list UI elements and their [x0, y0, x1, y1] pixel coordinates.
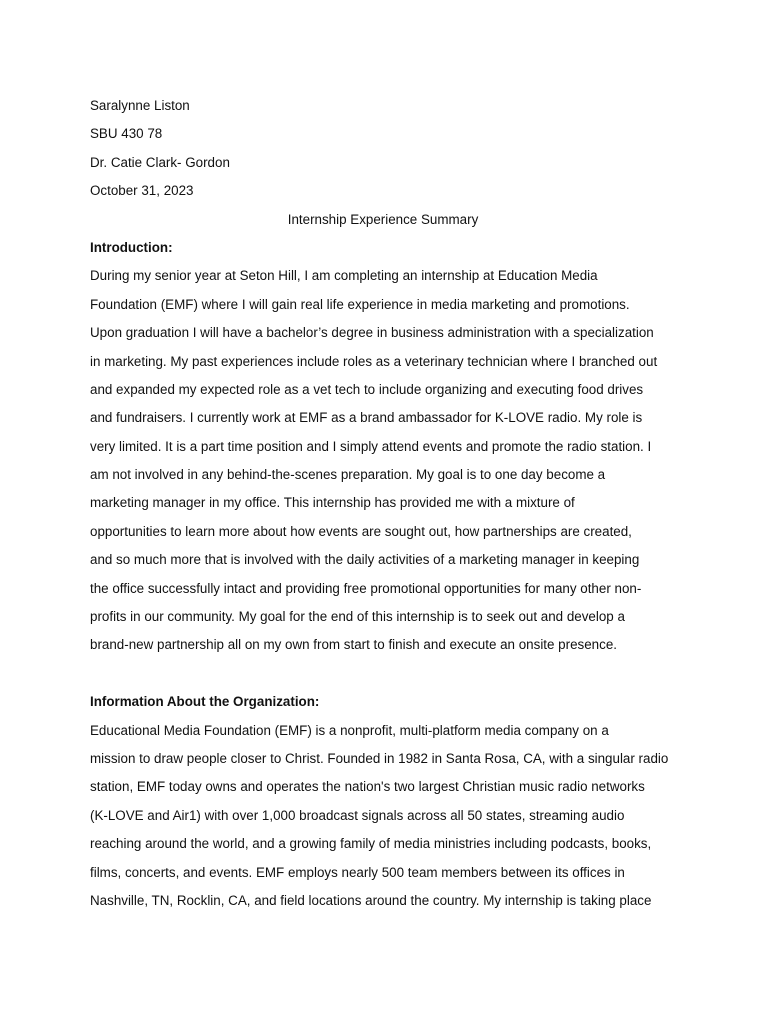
- paragraph-line: in marketing. My past experiences include roles as a veterinary technician where I branched out: [90, 353, 658, 369]
- paragraph-line: station, EMF today owns and operates the nation's two largest Christian music radio networks: [90, 779, 645, 795]
- paragraph-line: reaching around the world, and a growing family of media ministries including podcasts, books,: [90, 836, 652, 852]
- paragraph-line: the office successfully intact and providing free promotional opportunities for many other non-: [90, 580, 642, 596]
- paragraph-line: mission to draw people closer to Christ. Founded in 1982 in Santa Rosa, CA, with a singular radio: [90, 750, 669, 766]
- paragraph-line: During my senior year at Seton Hill, I am completing an internship at Education Media: [90, 268, 598, 284]
- paragraph-line: Educational Media Foundation (EMF) is a nonprofit, multi-platform media company on a: [90, 722, 609, 738]
- document-title: Internship Experience Summary: [287, 211, 479, 227]
- paragraph-line: and expanded my expected role as a vet tech to include organizing and executing food drives: [90, 381, 644, 397]
- section-introduction-paragraph: [90, 262, 690, 659]
- paragraph-line: Upon graduation I will have a bachelor’s degree in business administration with a specialization: [90, 325, 654, 341]
- section-organization-paragraph: [90, 717, 690, 916]
- author-name: Saralynne Liston: [90, 98, 190, 113]
- paragraph-line: brand-new partnership all on my own from start to finish and execute an onsite presence.: [90, 637, 617, 653]
- paragraph-line: profits in our community. My goal for the end of this internship is to seek out and develop a: [90, 609, 625, 625]
- paragraph-line: very limited. It is a part time position and I simply attend events and promote the radio station. I: [90, 438, 652, 454]
- section-heading-introduction: Introduction:: [90, 239, 173, 255]
- paragraph-line: am not involved in any behind-the-scenes preparation. My goal is to one day become a: [90, 467, 606, 483]
- paragraph-line: opportunities to learn more about how events are sought out, how partnerships are created,: [90, 523, 632, 539]
- instructor-name: Dr. Catie Clark- Gordon: [90, 154, 230, 170]
- document-date: October 31, 2023: [90, 183, 194, 199]
- paragraph-line: films, concerts, and events. EMF employs nearly 500 team members between its offices in: [90, 864, 625, 880]
- paragraph-line: (K-LOVE and Air1) with over 1,000 broadcast signals across all 50 states, streaming audio: [90, 807, 625, 823]
- paragraph-spacer: [90, 660, 690, 688]
- paragraph-line: marketing manager in my office. This internship has provided me with a mixture of: [90, 495, 575, 511]
- paragraph-line: and so much more that is involved with the daily activities of a marketing manager in keeping: [90, 552, 640, 568]
- section-heading-organization: Information About the Organization:: [90, 694, 320, 710]
- paragraph-line: and fundraisers. I currently work at EMF as a brand ambassador for K-LOVE radio. My role is: [90, 410, 643, 426]
- paragraph-line: Nashville, TN, Rocklin, CA, and field locations around the country. My internship is taking place: [90, 892, 652, 908]
- document-body: [90, 92, 690, 915]
- paragraph-line: Foundation (EMF) where I will gain real life experience in media marketing and promotions.: [90, 296, 630, 312]
- course-code: SBU 430 78: [90, 126, 163, 142]
